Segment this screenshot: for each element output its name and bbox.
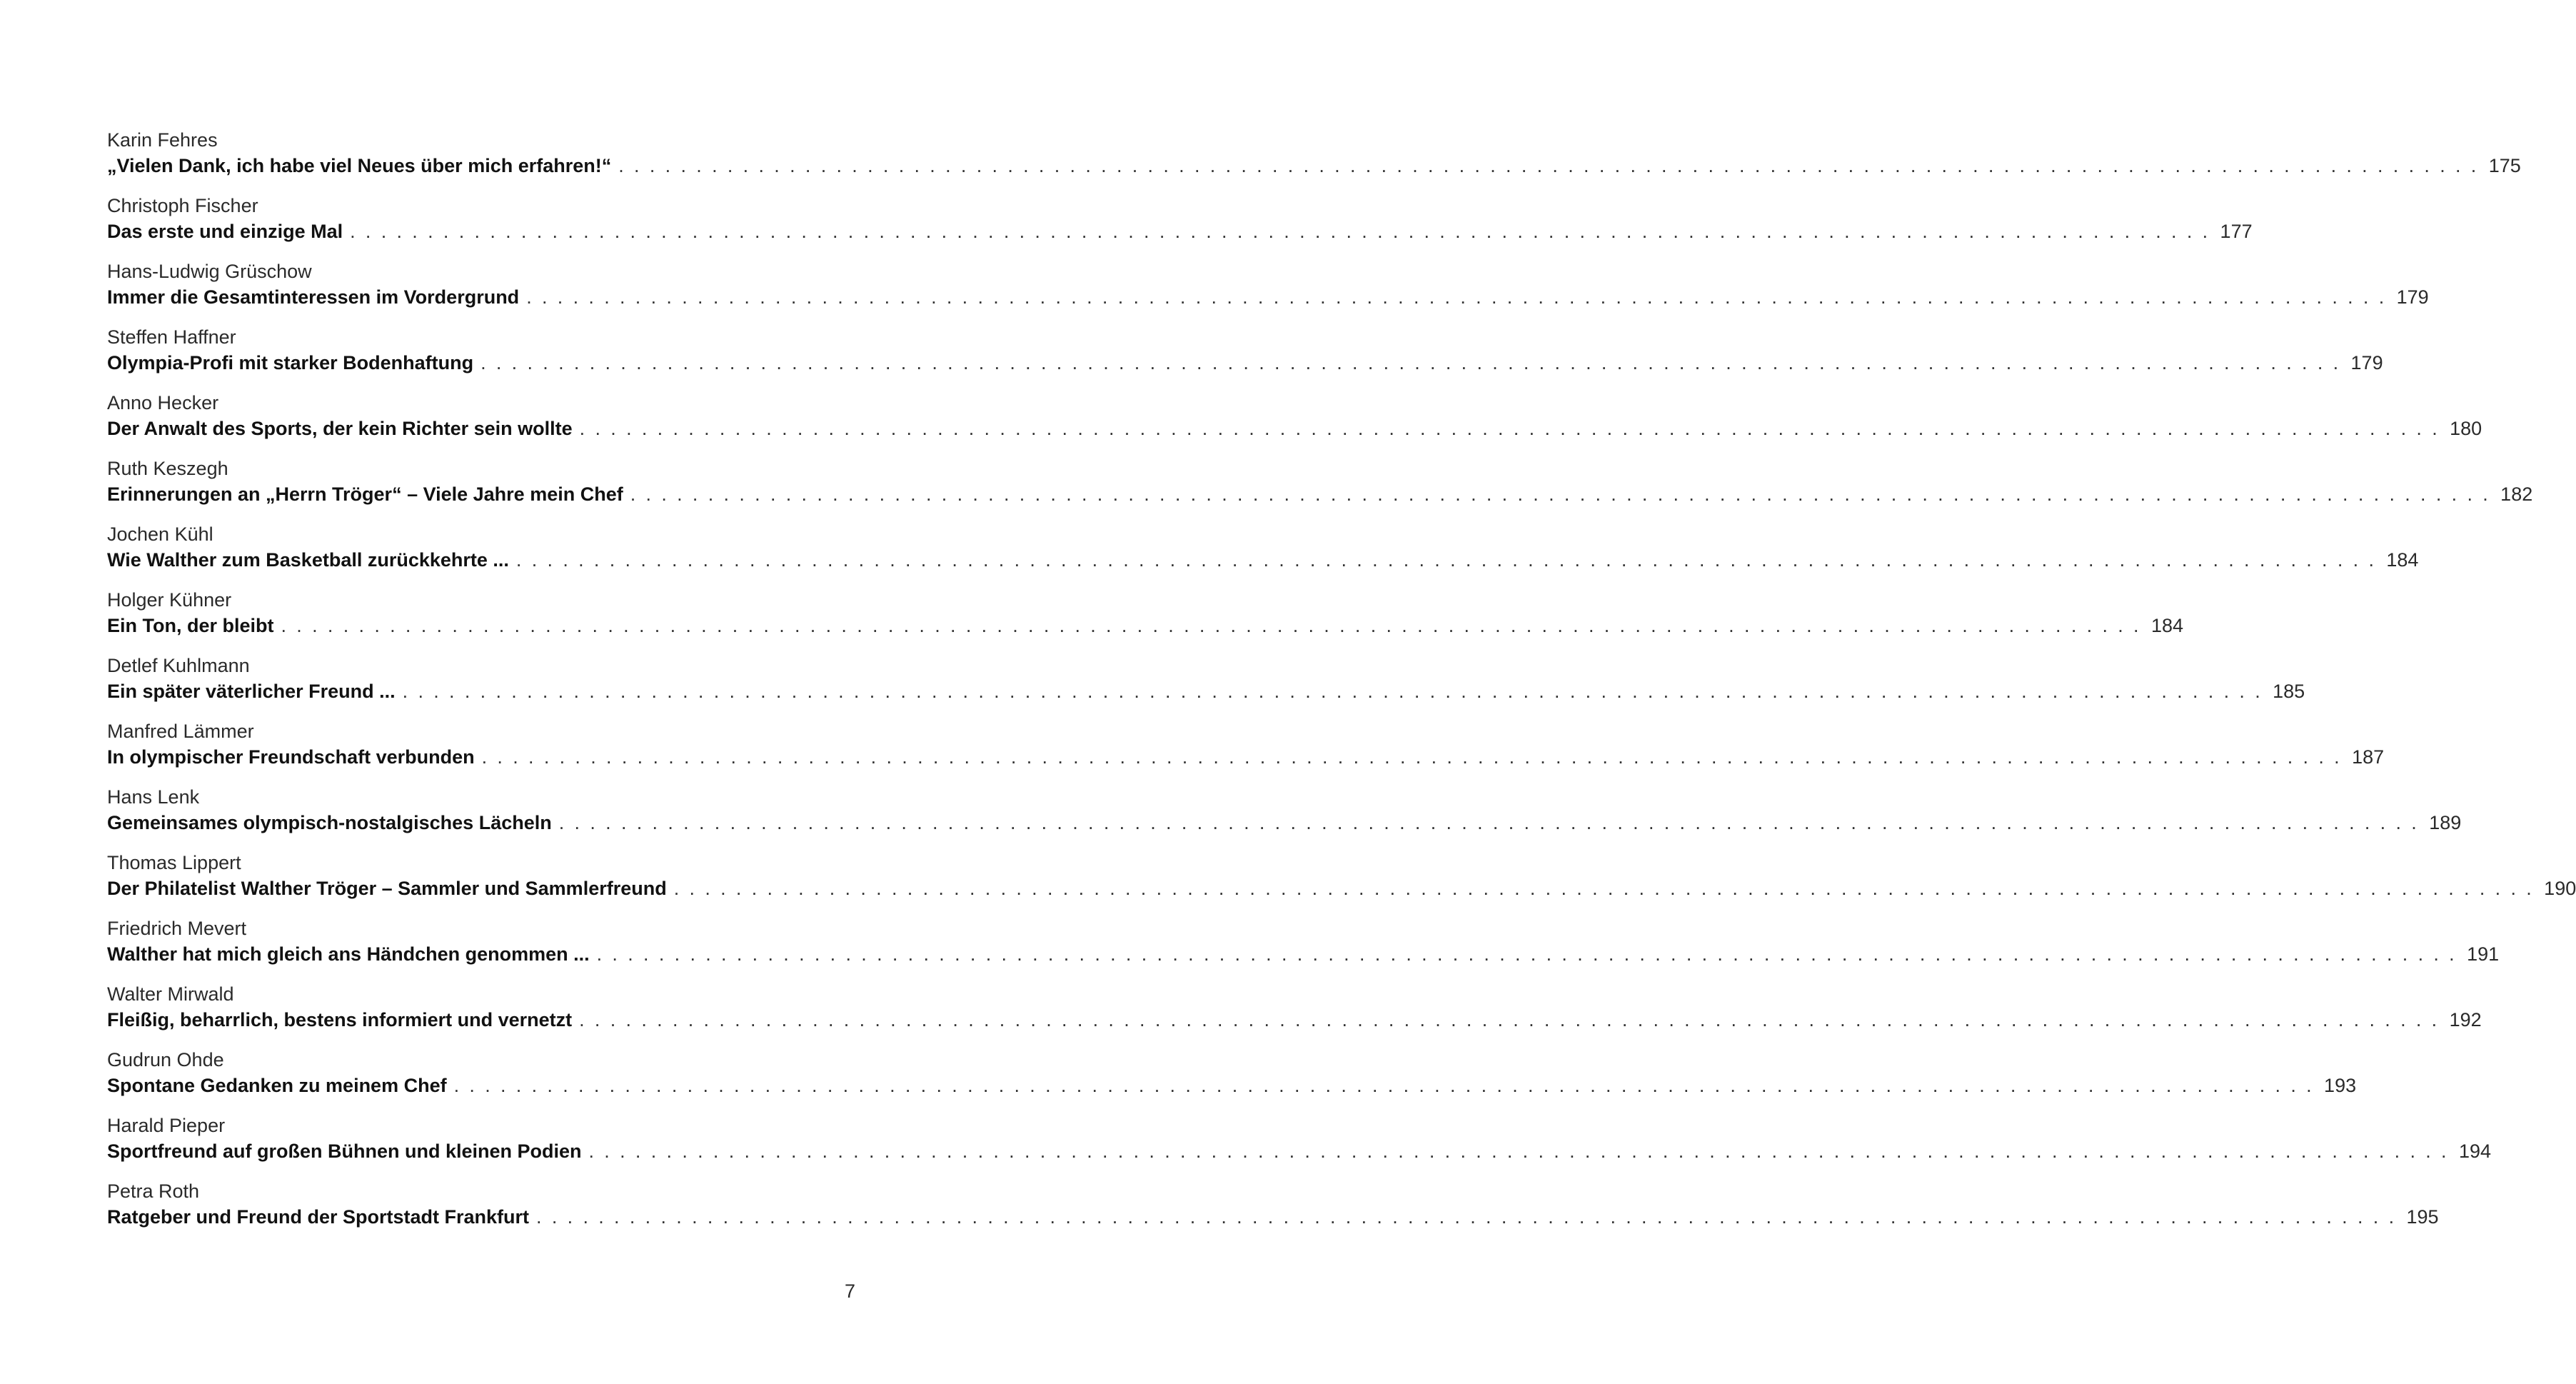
toc-entry <box>107 850 2576 916</box>
entry-author: Harald Pieper <box>107 1115 226 1136</box>
dot-leader: . . . . . . . . . . . . . . . . . . . . . . . . . . . . . . . . . . . . . . . . . . . . . . . . . . . . . . . . . . . . . . . . . . . . . . . . . . . . . . . . . . . . . . . . . . . . . . . . . . . . . . . . . . . . . . . . . . . . . . . . <box>558 812 2420 833</box>
toc-entry <box>107 193 2253 259</box>
dot-leader: . . . . . . . . . . . . . . . . . . . . . . . . . . . . . . . . . . . . . . . . . . . . . . . . . . . . . . . . . . . . . . . . . . . . . . . . . . . . . . . . . . . . . . . . . . . . . . . . . . . . . . . . . . . . . . . . . . . . . . . . <box>596 943 2457 965</box>
dot-leader: . . . . . . . . . . . . . . . . . . . . . . . . . . . . . . . . . . . . . . . . . . . . . . . . . . . . . . . . . . . . . . . . . . . . . . . . . . . . . . . . . . . . . . . . . . . . . . . . . . . . . . . . . . . . . . . . . . . . . . . . <box>453 1075 2315 1096</box>
entry-title: Wie Walther zum Basketball zurückkehrte ... <box>107 549 509 571</box>
entry-title-line <box>107 547 2419 573</box>
entry-page-number: 194 <box>2458 1140 2492 1162</box>
entry-page-number: 190 <box>2544 878 2576 899</box>
toc-entry <box>107 127 2521 193</box>
entry-title-line <box>107 284 2429 310</box>
entry-page-number: 187 <box>2352 746 2385 768</box>
entry-title-line <box>107 350 2383 376</box>
entry-title: Spontane Gedanken zu meinem Chef <box>107 1075 447 1096</box>
entry-title: Ein Ton, der bleibt <box>107 615 274 636</box>
entry-title-line <box>107 1007 2482 1033</box>
entry-title-line <box>107 1073 2357 1098</box>
entry-title: Der Philatelist Walther Tröger – Sammler und Sammlerfreund <box>107 878 667 899</box>
dot-leader: . . . . . . . . . . . . . . . . . . . . . . . . . . . . . . . . . . . . . . . . . . . . . . . . . . . . . . . . . . . . . . . . . . . . . . . . . . . . . . . . . . . . . . . . . . . . . . . . . . . . . . . . . . . . . . . . . . . . . . . . <box>350 221 2210 242</box>
toc-entry <box>107 390 2482 456</box>
entry-page-number: 175 <box>2488 155 2521 176</box>
entry-title: „Vielen Dank, ich habe viel Neues über mich erfahren!“ <box>107 155 612 176</box>
dot-leader: . . . . . . . . . . . . . . . . . . . . . . . . . . . . . . . . . . . . . . . . . . . . . . . . . . . . . . . . . . . . . . . . . . . . . . . . . . . . . . . . . . . . . . . . . . . . . . . . . . . . . . . . . . . . . . . . . . . . . . . . <box>526 286 2387 308</box>
entry-title-line <box>107 153 2521 179</box>
dot-leader: . . . . . . . . . . . . . . . . . . . . . . . . . . . . . . . . . . . . . . . . . . . . . . . . . . . . . . . . . . . . . . . . . . . . . . . . . . . . . . . . . . . . . . . . . . . . . . . . . . . . . . . . . . . . . . . . . . . . . . . . <box>281 615 2141 636</box>
entry-title: Fleißig, beharrlich, bestens informiert und vernetzt <box>107 1009 573 1031</box>
entry-title-line <box>107 481 2533 507</box>
entry-title: Der Anwalt des Sports, der kein Richter sein wollte <box>107 418 573 439</box>
entry-author: Steffen Haffner <box>107 326 236 348</box>
entry-author: Jochen Kühl <box>107 523 213 545</box>
entry-title-line <box>107 416 2482 441</box>
entry-page-number: 184 <box>2386 549 2419 571</box>
toc-entry <box>107 916 2500 981</box>
toc-entry <box>107 1113 2492 1178</box>
dot-leader: . . . . . . . . . . . . . . . . . . . . . . . . . . . . . . . . . . . . . . . . . . . . . . . . . . . . . . . . . . . . . . . . . . . . . . . . . . . . . . . . . . . . . . . . . . . . . . . . . . . . . . . . . . . . . . . . . . . . . . . . <box>579 1009 2440 1031</box>
toc-entry <box>107 981 2482 1047</box>
toc-entry <box>107 1047 2357 1113</box>
entry-author: Holger Kühner <box>107 589 232 611</box>
entry-page-number: 179 <box>2396 286 2429 308</box>
entry-author: Walter Mirwald <box>107 983 234 1005</box>
entry-title: Olympia-Profi mit starker Bodenhaftung <box>107 352 474 373</box>
entry-page-number: 177 <box>2220 221 2253 242</box>
entry-title-line <box>107 876 2576 901</box>
toc-entry <box>107 653 2305 718</box>
entry-page-number: 182 <box>2500 483 2533 505</box>
toc-entry <box>107 784 2462 850</box>
dot-leader: . . . . . . . . . . . . . . . . . . . . . . . . . . . . . . . . . . . . . . . . . . . . . . . . . . . . . . . . . . . . . . . . . . . . . . . . . . . . . . . . . . . . . . . . . . . . . . . . . . . . . . . . . . . . . . . . . . . . . . . . <box>673 878 2535 899</box>
entry-title: Gemeinsames olympisch-nostalgisches Lächeln <box>107 812 552 833</box>
entry-author: Friedrich Mevert <box>107 918 247 939</box>
entry-title-line <box>107 1138 2492 1164</box>
entry-title-line <box>107 744 2385 770</box>
entry-title-line <box>107 1204 2439 1230</box>
toc-entry <box>107 587 2184 653</box>
toc-entry <box>107 1178 2439 1244</box>
entry-author: Anno Hecker <box>107 392 219 413</box>
dot-leader: . . . . . . . . . . . . . . . . . . . . . . . . . . . . . . . . . . . . . . . . . . . . . . . . . . . . . . . . . . . . . . . . . . . . . . . . . . . . . . . . . . . . . . . . . . . . . . . . . . . . . . . . . . . . . . . . . . . . . . . . <box>630 483 2491 505</box>
entry-page-number: 185 <box>2273 681 2305 702</box>
dot-leader: . . . . . . . . . . . . . . . . . . . . . . . . . . . . . . . . . . . . . . . . . . . . . . . . . . . . . . . . . . . . . . . . . . . . . . . . . . . . . . . . . . . . . . . . . . . . . . . . . . . . . . . . . . . . . . . . . . . . . . . . <box>481 352 2341 373</box>
entry-author: Manfred Lämmer <box>107 721 254 742</box>
entry-page-number: 193 <box>2324 1075 2357 1096</box>
entry-title: Ein später väterlicher Freund ... <box>107 681 396 702</box>
dot-leader: . . . . . . . . . . . . . . . . . . . . . . . . . . . . . . . . . . . . . . . . . . . . . . . . . . . . . . . . . . . . . . . . . . . . . . . . . . . . . . . . . . . . . . . . . . . . . . . . . . . . . . . . . . . . . . . . . . . . . . . . <box>402 681 2263 702</box>
entry-author: Ruth Keszegh <box>107 458 228 479</box>
entry-page-number: 180 <box>2450 418 2482 439</box>
entry-title: Ratgeber und Freund der Sportstadt Frankfurt <box>107 1206 530 1228</box>
dot-leader: . . . . . . . . . . . . . . . . . . . . . . . . . . . . . . . . . . . . . . . . . . . . . . . . . . . . . . . . . . . . . . . . . . . . . . . . . . . . . . . . . . . . . . . . . . . . . . . . . . . . . . . . . . . . . . . . . . . . . . . . <box>579 418 2440 439</box>
entry-page-number: 189 <box>2429 812 2462 833</box>
toc-entry <box>107 259 2429 324</box>
entry-title: Das erste und einzige Mal <box>107 221 343 242</box>
entry-page-number: 191 <box>2467 943 2500 965</box>
entry-title-line <box>107 810 2462 836</box>
entry-author: Karin Fehres <box>107 129 218 151</box>
entry-title: Sportfreund auf großen Bühnen und kleinen Podien <box>107 1140 582 1162</box>
entry-page-number: 184 <box>2150 615 2184 636</box>
dot-leader: . . . . . . . . . . . . . . . . . . . . . . . . . . . . . . . . . . . . . . . . . . . . . . . . . . . . . . . . . . . . . . . . . . . . . . . . . . . . . . . . . . . . . . . . . . . . . . . . . . . . . . . . . . . . . . . . . . . . . . . . <box>536 1206 2397 1228</box>
toc-entry <box>107 718 2385 784</box>
entry-page-number: 192 <box>2449 1009 2482 1031</box>
entry-author: Gudrun Ohde <box>107 1049 224 1070</box>
entry-title: Immer die Gesamtinteressen im Vordergrund <box>107 286 520 308</box>
toc-entry <box>107 324 2383 390</box>
entry-title-line <box>107 219 2253 244</box>
entry-title-line <box>107 941 2500 967</box>
dot-leader: . . . . . . . . . . . . . . . . . . . . . . . . . . . . . . . . . . . . . . . . . . . . . . . . . . . . . . . . . . . . . . . . . . . . . . . . . . . . . . . . . . . . . . . . . . . . . . . . . . . . . . . . . . . . . . . . . . . . . . . . <box>618 155 2479 176</box>
dot-leader: . . . . . . . . . . . . . . . . . . . . . . . . . . . . . . . . . . . . . . . . . . . . . . . . . . . . . . . . . . . . . . . . . . . . . . . . . . . . . . . . . . . . . . . . . . . . . . . . . . . . . . . . . . . . . . . . . . . . . . . . <box>515 549 2377 571</box>
entry-author: Detlef Kuhlmann <box>107 655 250 676</box>
table-of-contents <box>107 127 2576 1244</box>
entry-page-number: 179 <box>2350 352 2383 373</box>
page-number: 7 <box>844 1280 855 1302</box>
dot-leader: . . . . . . . . . . . . . . . . . . . . . . . . . . . . . . . . . . . . . . . . . . . . . . . . . . . . . . . . . . . . . . . . . . . . . . . . . . . . . . . . . . . . . . . . . . . . . . . . . . . . . . . . . . . . . . . . . . . . . . . . <box>481 746 2343 768</box>
entry-author: Hans Lenk <box>107 786 200 808</box>
dot-leader: . . . . . . . . . . . . . . . . . . . . . . . . . . . . . . . . . . . . . . . . . . . . . . . . . . . . . . . . . . . . . . . . . . . . . . . . . . . . . . . . . . . . . . . . . . . . . . . . . . . . . . . . . . . . . . . . . . . . . . . . <box>588 1140 2449 1162</box>
entry-author: Christoph Fischer <box>107 195 258 216</box>
entry-author: Thomas Lippert <box>107 852 241 873</box>
entry-page-number: 195 <box>2406 1206 2439 1228</box>
entry-author: Petra Roth <box>107 1180 200 1202</box>
toc-entry <box>107 456 2533 521</box>
entry-title-line <box>107 678 2305 704</box>
entry-title-line <box>107 613 2184 638</box>
entry-title: Walther hat mich gleich ans Händchen genommen ... <box>107 943 590 965</box>
entry-author: Hans-Ludwig Grüschow <box>107 261 312 282</box>
entry-title: In olympischer Freundschaft verbunden <box>107 746 475 768</box>
entry-title: Erinnerungen an „Herrn Tröger“ – Viele Jahre mein Chef <box>107 483 623 505</box>
toc-entry <box>107 521 2419 587</box>
